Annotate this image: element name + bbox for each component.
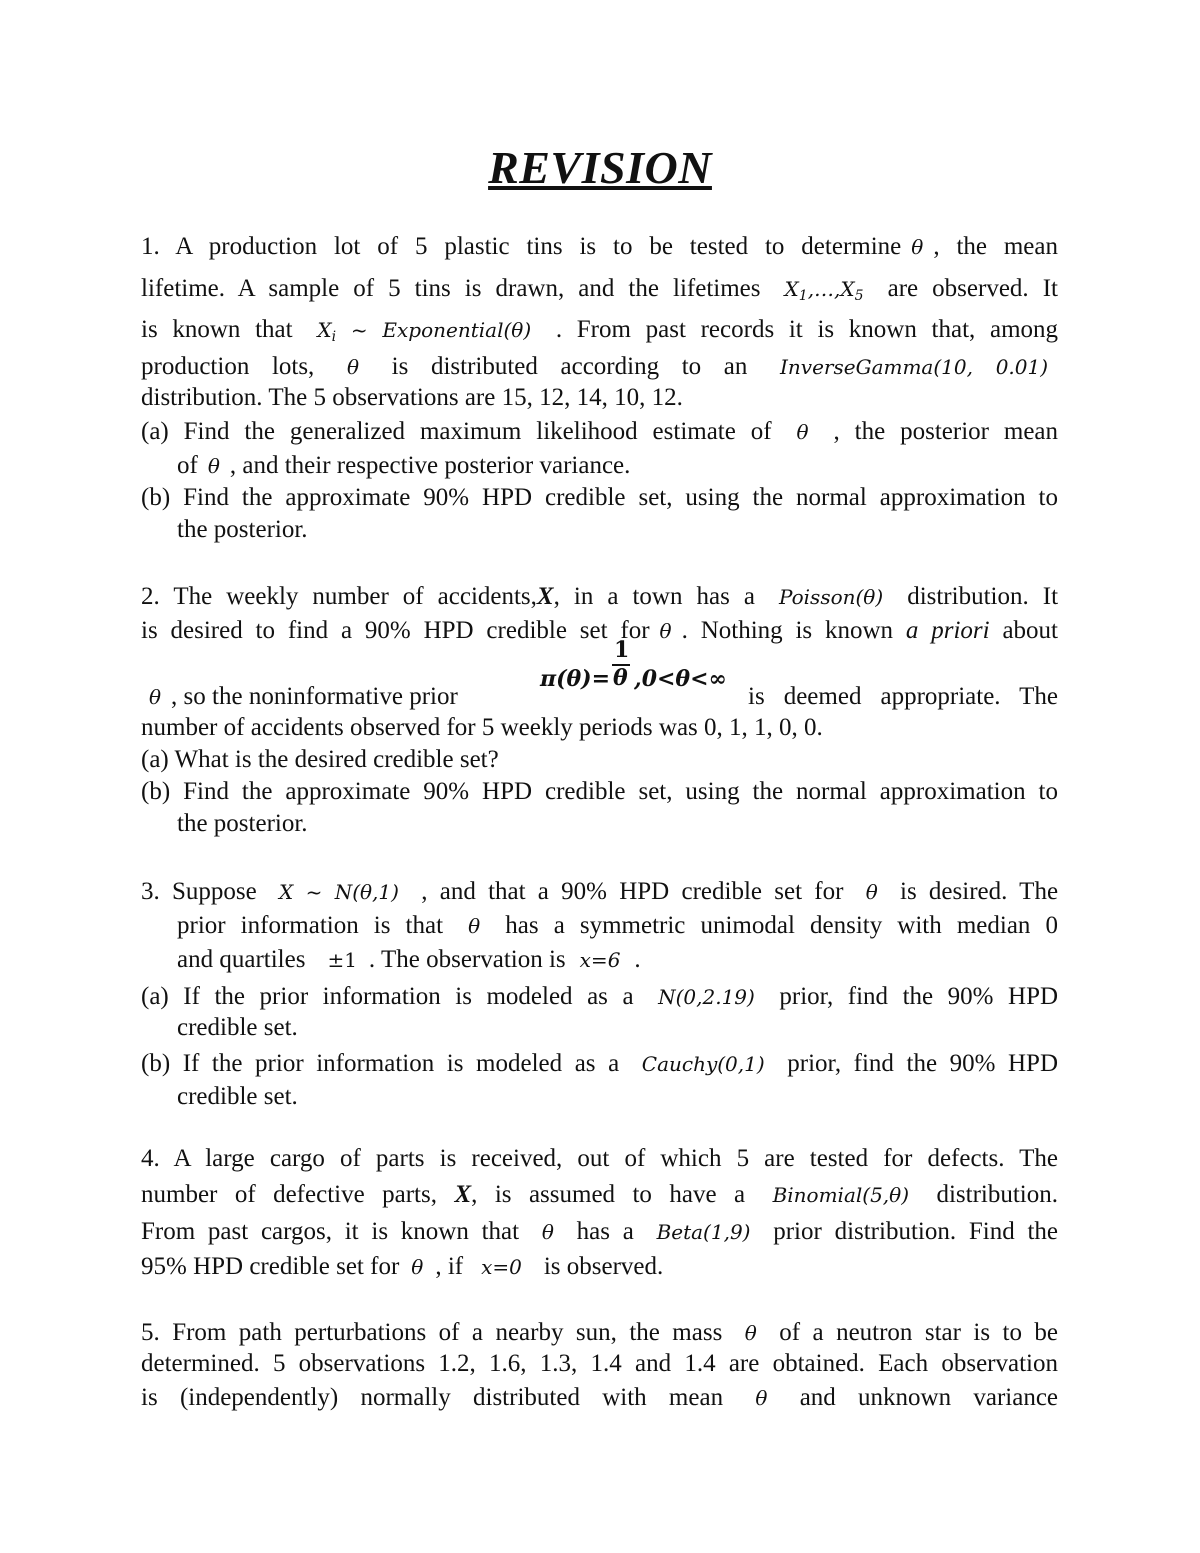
q1-b-line-2: the posterior. [177,516,308,543]
q3-a-line-2: credible set. [177,1014,298,1041]
q2-b-line-1: (b) Find the approximate 90% HPD credible set, using the normal approximation to [141,778,1058,805]
q1-line-3 [141,313,1058,354]
math-x-normal: X ~ N(θ,1) [279,880,399,904]
fraction-numerator: 1 [614,637,630,663]
q1-text: , the posterior mean [833,418,1059,445]
q5-text: of a neutron star is to be [779,1319,1059,1346]
fraction-denominator: θ [613,665,628,691]
q4-line-4 [141,1250,1058,1284]
math-inverse-gamma: InverseGamma(10, 0.01) [780,355,1049,379]
q4-text: is observed. [543,1253,664,1280]
q1-b-line-1: (b) Find the approximate 90% HPD credible set, using the normal approximation to [141,484,1058,511]
math-theta: θ [865,880,878,904]
math-theta: θ [207,454,220,478]
q4-line-2 [141,1178,1058,1212]
q2-a: (a) What is the desired credible set? [141,746,499,773]
math-theta: θ [411,1255,424,1279]
q2-text: , in a town has a [553,583,755,610]
math-xi-exponential [307,318,541,345]
q3-a-line-1 [141,980,1058,1014]
q3-b-line-1 [141,1047,1058,1081]
math-normal-prior: N(0,2.19) [658,985,755,1009]
q2-line-3a [141,680,541,714]
q1-text: of [177,452,198,479]
q2-text: . Nothing is known [681,617,894,644]
q2-line-1 [141,580,1058,614]
q3-line-2 [177,909,1058,943]
q4-text-group [141,1181,745,1208]
q3-text: . The observation is [368,946,566,973]
math-x-equals: x=0 [481,1255,522,1279]
q4-text: , is assumed to have a [471,1181,746,1208]
q1-text: production lots, [141,353,315,380]
q5-text: is (independently) normally distributed with mean [141,1384,724,1411]
q1-a-line-2 [177,449,1058,483]
math-sub: 1 [798,288,808,304]
q5-line-3 [141,1381,1058,1415]
q1-text: 1. A production lot of 5 plastic tins is to be tested to determine [141,233,902,260]
math-plus-minus: ±1 [327,948,357,972]
math-x-bold: X [536,583,554,610]
q4-text: prior distribution. Find the [773,1218,1058,1245]
a-priori-italic: a priori [905,617,990,644]
q3-text: (a) If the prior information is modeled as a [141,983,634,1010]
q4-text: From past cargos, it is known that [141,1218,520,1245]
math-poisson: Poisson(θ) [778,585,884,609]
q3-text: prior, find the 90% HPD [779,983,1059,1010]
math-x-bold: X [454,1181,472,1208]
q3-text: prior, find the 90% HPD [787,1050,1059,1077]
q3-text: has a symmetric unimodal density with median 0 [505,912,1059,939]
q5-text: 5. From path perturbations of a nearby sun, the mass [141,1319,723,1346]
q2-text: distribution. It [907,583,1059,610]
q3-b-line-2: credible set. [177,1083,298,1110]
q1-text: is known that [141,316,293,343]
q3-line-3 [177,943,1058,977]
q2-line-3b: is deemed appropriate. The [748,683,1058,710]
q5-line-1 [141,1316,1058,1350]
q1-text: is distributed according to an [391,353,748,380]
q4-line-3 [141,1215,1058,1249]
q2-b-line-2: the posterior. [177,810,308,837]
q1-text: . From past records it is known that, among [555,316,1059,343]
q1-text: , the mean [933,233,1058,260]
math-sub: 5 [854,288,864,304]
math-theta: θ [744,1321,757,1345]
q3-text: and quartiles [177,946,306,973]
math-theta: θ [346,355,359,379]
q4-text: , if [435,1253,464,1280]
math-x-equals: x=6 [579,948,621,972]
math-sub: i [331,329,337,345]
math-binomial: Binomial(5,θ) [772,1183,910,1207]
q1-text: (a) Find the generalized maximum likelihood estimate of [141,418,772,445]
q4-text: distribution. [936,1181,1059,1208]
math-cauchy-prior: Cauchy(0,1) [641,1052,765,1076]
q2-line-2 [141,614,1058,648]
q2-text: , so the noninformative prior [171,683,458,710]
q1-text: are observed. It [887,275,1058,302]
prior-formula [540,637,727,696]
q1-line-2 [141,272,1058,313]
math-exponential: ~ Exponential(θ) [336,318,532,342]
q1-line-4 [141,350,1058,384]
math-theta: θ [796,420,809,444]
math-beta: Beta(1,9) [656,1220,751,1244]
q3-text: , and that a 90% HPD credible set for [421,878,844,905]
formula-fraction [610,637,634,692]
math-x: X [317,318,332,342]
q3-text: is desired. The [900,878,1059,905]
q5-line-2: determined. 5 observations 1.2, 1.6, 1.3, 1.4 and 1.4 are obtained. Each observation [141,1350,1058,1377]
math-theta: θ [659,619,672,643]
q4-text: number of defective parts, [141,1181,437,1208]
q4-text: 95% HPD credible set for [141,1253,400,1280]
q3-text: (b) If the prior information is modeled as a [141,1050,620,1077]
q1-line-1 [141,230,1058,264]
formula-left: π(θ)= [540,666,611,692]
math-theta: θ [541,1220,554,1244]
q1-line-5: distribution. The 5 observations are 15, 12, 14, 10, 12. [141,384,683,411]
q1-a-line-1 [141,415,1058,449]
math-theta: θ [755,1386,768,1410]
q3-text: prior information is that [177,912,444,939]
q2-text: about [1002,617,1058,644]
q3-text: 3. Suppose [141,878,257,905]
math-x: X [784,277,799,301]
page-title: REVISION [488,142,712,193]
math-dots: ,…,X [807,277,855,301]
math-theta: θ [911,235,924,259]
math-theta: θ [468,914,481,938]
math-theta: θ [149,685,162,709]
q3-text: . [634,946,641,973]
q2-text: is desired to find a 90% HPD credible set for [141,617,650,644]
q3-line-1 [141,875,1058,909]
q5-text: and unknown variance [799,1384,1059,1411]
q1-text: lifetime. A sample of 5 tins is drawn, and the lifetimes [141,275,761,302]
q1-text: , and their respective posterior variance. [229,452,631,479]
q4-line-1: 4. A large cargo of parts is received, out of which 5 are tested for defects. The [141,1145,1058,1172]
q2-line-4: number of accidents observed for 5 weekly periods was 0, 1, 1, 0, 0. [141,714,823,741]
q4-text: has a [576,1218,634,1245]
math-x1-xn [775,277,874,304]
formula-right: ,0<θ<∞ [634,666,727,692]
q2-text: 2. The weekly number of accidents, [141,583,537,610]
